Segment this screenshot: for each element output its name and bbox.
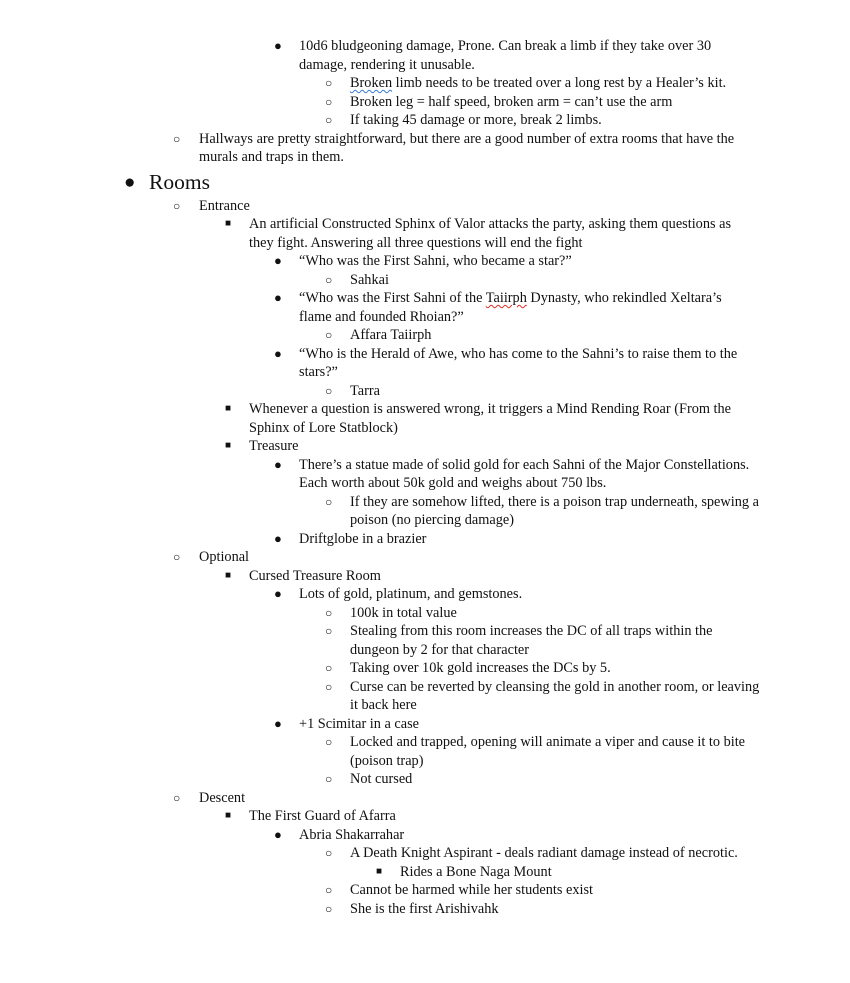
bullet-disc-icon: ●: [124, 171, 136, 193]
list-item-text[interactable]: Cursed Treasure Room: [249, 567, 381, 584]
bullet-circle-icon: ○: [325, 772, 333, 786]
bullet-circle-icon: ○: [325, 383, 333, 398]
bullet-circle-icon: ○: [325, 494, 333, 509]
list-item: [0, 130, 759, 167]
bullet-disc-icon: ●: [274, 345, 282, 361]
list-item: [0, 93, 760, 112]
list-item: [0, 659, 760, 678]
list-item-text[interactable]: Not cursed: [350, 771, 413, 787]
list-item: [0, 382, 760, 401]
list-item: [0, 197, 759, 216]
document-body: [0, 37, 850, 918]
list-item-text[interactable]: If taking 45 damage or more, break 2 limbs.: [350, 112, 602, 128]
list-item: [0, 770, 760, 789]
list-item: [0, 37, 754, 74]
list-item: [0, 530, 754, 549]
list-item: [0, 844, 760, 863]
bullet-disc-icon: ●: [274, 290, 282, 305]
list-item-text[interactable]: Entrance: [199, 197, 250, 214]
list-item-text[interactable]: Broken leg = half speed, broken arm = can’t use the arm: [350, 93, 673, 110]
bullet-circle-icon: ○: [325, 679, 333, 694]
list-item-text[interactable]: Treasure: [249, 438, 299, 454]
list-item-text[interactable]: Sahkai: [350, 271, 389, 288]
bullet-disc-icon: ●: [274, 530, 282, 546]
bullet-circle-icon: ○: [325, 605, 333, 620]
text-run: limb needs to be treated over a long rest by a Healer’s kit.: [392, 75, 727, 91]
bullet-disc-icon: ●: [274, 826, 282, 842]
list-item: [0, 456, 754, 493]
list-item: [0, 493, 760, 530]
list-item-text[interactable]: [350, 75, 726, 91]
list-item-text[interactable]: 10d6 bludgeoning damage, Prone. Can break a limb if they take over 30 damage, rendering it unusable.: [299, 38, 712, 73]
bullet-circle-icon: ○: [173, 790, 181, 805]
bullet-disc-icon: ●: [274, 715, 282, 731]
bullet-circle-icon: ○: [325, 846, 333, 860]
list-item-text[interactable]: Whenever a question is answered wrong, it triggers a Mind Rending Roar (From the Sphinx of Lore Statblock): [249, 401, 732, 436]
bullet-square-icon: ■: [225, 403, 232, 414]
bullet-circle-icon: ○: [325, 901, 333, 916]
bullet-square-icon: ■: [225, 440, 232, 451]
list-item: [0, 548, 759, 567]
list-item: [0, 789, 759, 808]
list-item-text[interactable]: Descent: [199, 789, 246, 806]
bullet-circle-icon: ○: [325, 94, 333, 109]
list-item-text[interactable]: Cannot be harmed while her students exist: [350, 882, 593, 898]
bullet-circle-icon: ○: [325, 883, 333, 897]
bullet-circle-icon: ○: [325, 661, 333, 675]
list-item: [0, 678, 760, 715]
list-item: [0, 733, 760, 770]
list-item-text[interactable]: There’s a statue made of solid gold for each Sahni of the Major Constellations. Each worth about 50k gold and weighs about 750 lbs.: [299, 456, 750, 491]
text-run: Dynasty, who rekindled Xeltara’s flame and founded Rhoian?”: [299, 290, 722, 325]
bullet-disc-icon: ●: [274, 456, 282, 472]
list-item: [0, 604, 760, 623]
bullet-disc-icon: ●: [274, 38, 282, 53]
list-item-text[interactable]: Lots of gold, platinum, and gemstones.: [299, 586, 523, 602]
bullet-circle-icon: ○: [173, 550, 181, 564]
list-item-text[interactable]: +1 Scimitar in a case: [299, 715, 420, 732]
grammar-suggestion-word[interactable]: Broken: [350, 75, 393, 91]
list-item: [0, 807, 754, 826]
list-item: [0, 863, 750, 882]
bullet-circle-icon: ○: [173, 198, 181, 213]
bullet-square-icon: ■: [225, 569, 232, 581]
list-item: [0, 437, 754, 456]
list-item: [0, 400, 754, 437]
list-item: [0, 826, 754, 845]
list-item-text[interactable]: Driftglobe in a brazier: [299, 530, 427, 547]
list-item: [0, 900, 760, 919]
bullet-circle-icon: ○: [325, 76, 333, 90]
spelling-error-word[interactable]: Taiirph: [485, 290, 527, 306]
bullet-square-icon: ■: [225, 810, 232, 821]
list-item-text[interactable]: Affara Taiirph: [350, 327, 432, 343]
list-item: [0, 289, 754, 326]
list-item-text[interactable]: An artificial Constructed Sphinx of Valor attacks the party, asking them questions as they fight. Answering all three questions will end the fight: [249, 216, 732, 251]
list-item: [0, 715, 754, 734]
list-item-text[interactable]: If they are somehow lifted, there is a poison trap underneath, spewing a poison (no piercing damage): [350, 493, 759, 528]
list-item: [0, 252, 754, 271]
bullet-square-icon: ■: [376, 865, 383, 877]
list-item-text[interactable]: The First Guard of Afarra: [249, 808, 396, 824]
bullet-circle-icon: ○: [173, 131, 181, 146]
list-item: [0, 74, 760, 93]
list-item-text[interactable]: Curse can be reverted by cleansing the gold in another room, or leaving it back here: [350, 678, 760, 713]
list-item: [0, 567, 754, 586]
list-item: [0, 215, 754, 252]
list-item: [0, 345, 754, 382]
section-heading-item: [0, 168, 749, 197]
list-item: [0, 326, 760, 345]
list-item-text[interactable]: Taking over 10k gold increases the DCs by 5.: [350, 660, 611, 676]
bullet-circle-icon: ○: [325, 735, 333, 749]
list-item: [0, 585, 754, 604]
list-item-text[interactable]: She is the first Arishivahk: [350, 900, 499, 917]
bullet-circle-icon: ○: [325, 624, 333, 638]
list-item-text[interactable]: [299, 290, 722, 325]
list-item: [0, 111, 760, 130]
section-heading[interactable]: Rooms: [149, 169, 210, 194]
list-item: [0, 881, 760, 900]
bullet-square-icon: ■: [225, 218, 232, 229]
bullet-disc-icon: ●: [274, 586, 282, 601]
list-item: [0, 622, 760, 659]
list-item-text[interactable]: Abria Shakarrahar: [299, 826, 405, 843]
list-item-text[interactable]: 100k in total value: [350, 604, 457, 621]
list-item-text[interactable]: Locked and trapped, opening will animate a viper and cause it to bite (poison trap): [350, 734, 746, 769]
list-item-text[interactable]: Rides a Bone Naga Mount: [400, 863, 552, 880]
list-item-text[interactable]: Hallways are pretty straightforward, but there are a good number of extra rooms that have the murals and traps in them.: [199, 130, 735, 165]
bullet-circle-icon: ○: [325, 272, 333, 287]
list-item-text[interactable]: Stealing from this room increases the DC of all traps within the dungeon by 2 for that character: [350, 623, 713, 658]
bullet-circle-icon: ○: [325, 328, 333, 342]
list-item-text[interactable]: Optional: [199, 549, 250, 565]
list-item: [0, 271, 760, 290]
bullet-disc-icon: ●: [274, 253, 282, 268]
text-run: “Who was the First Sahni of the: [299, 290, 486, 306]
list-item-text[interactable]: “Who is the Herald of Awe, who has come to the Sahni’s to raise them to the stars?”: [299, 345, 738, 380]
list-item-text[interactable]: Tarra: [350, 382, 380, 399]
bullet-circle-icon: ○: [325, 113, 333, 127]
list-item-text[interactable]: “Who was the First Sahni, who became a star?”: [299, 253, 572, 269]
list-item-text[interactable]: A Death Knight Aspirant - deals radiant damage instead of necrotic.: [350, 845, 738, 861]
